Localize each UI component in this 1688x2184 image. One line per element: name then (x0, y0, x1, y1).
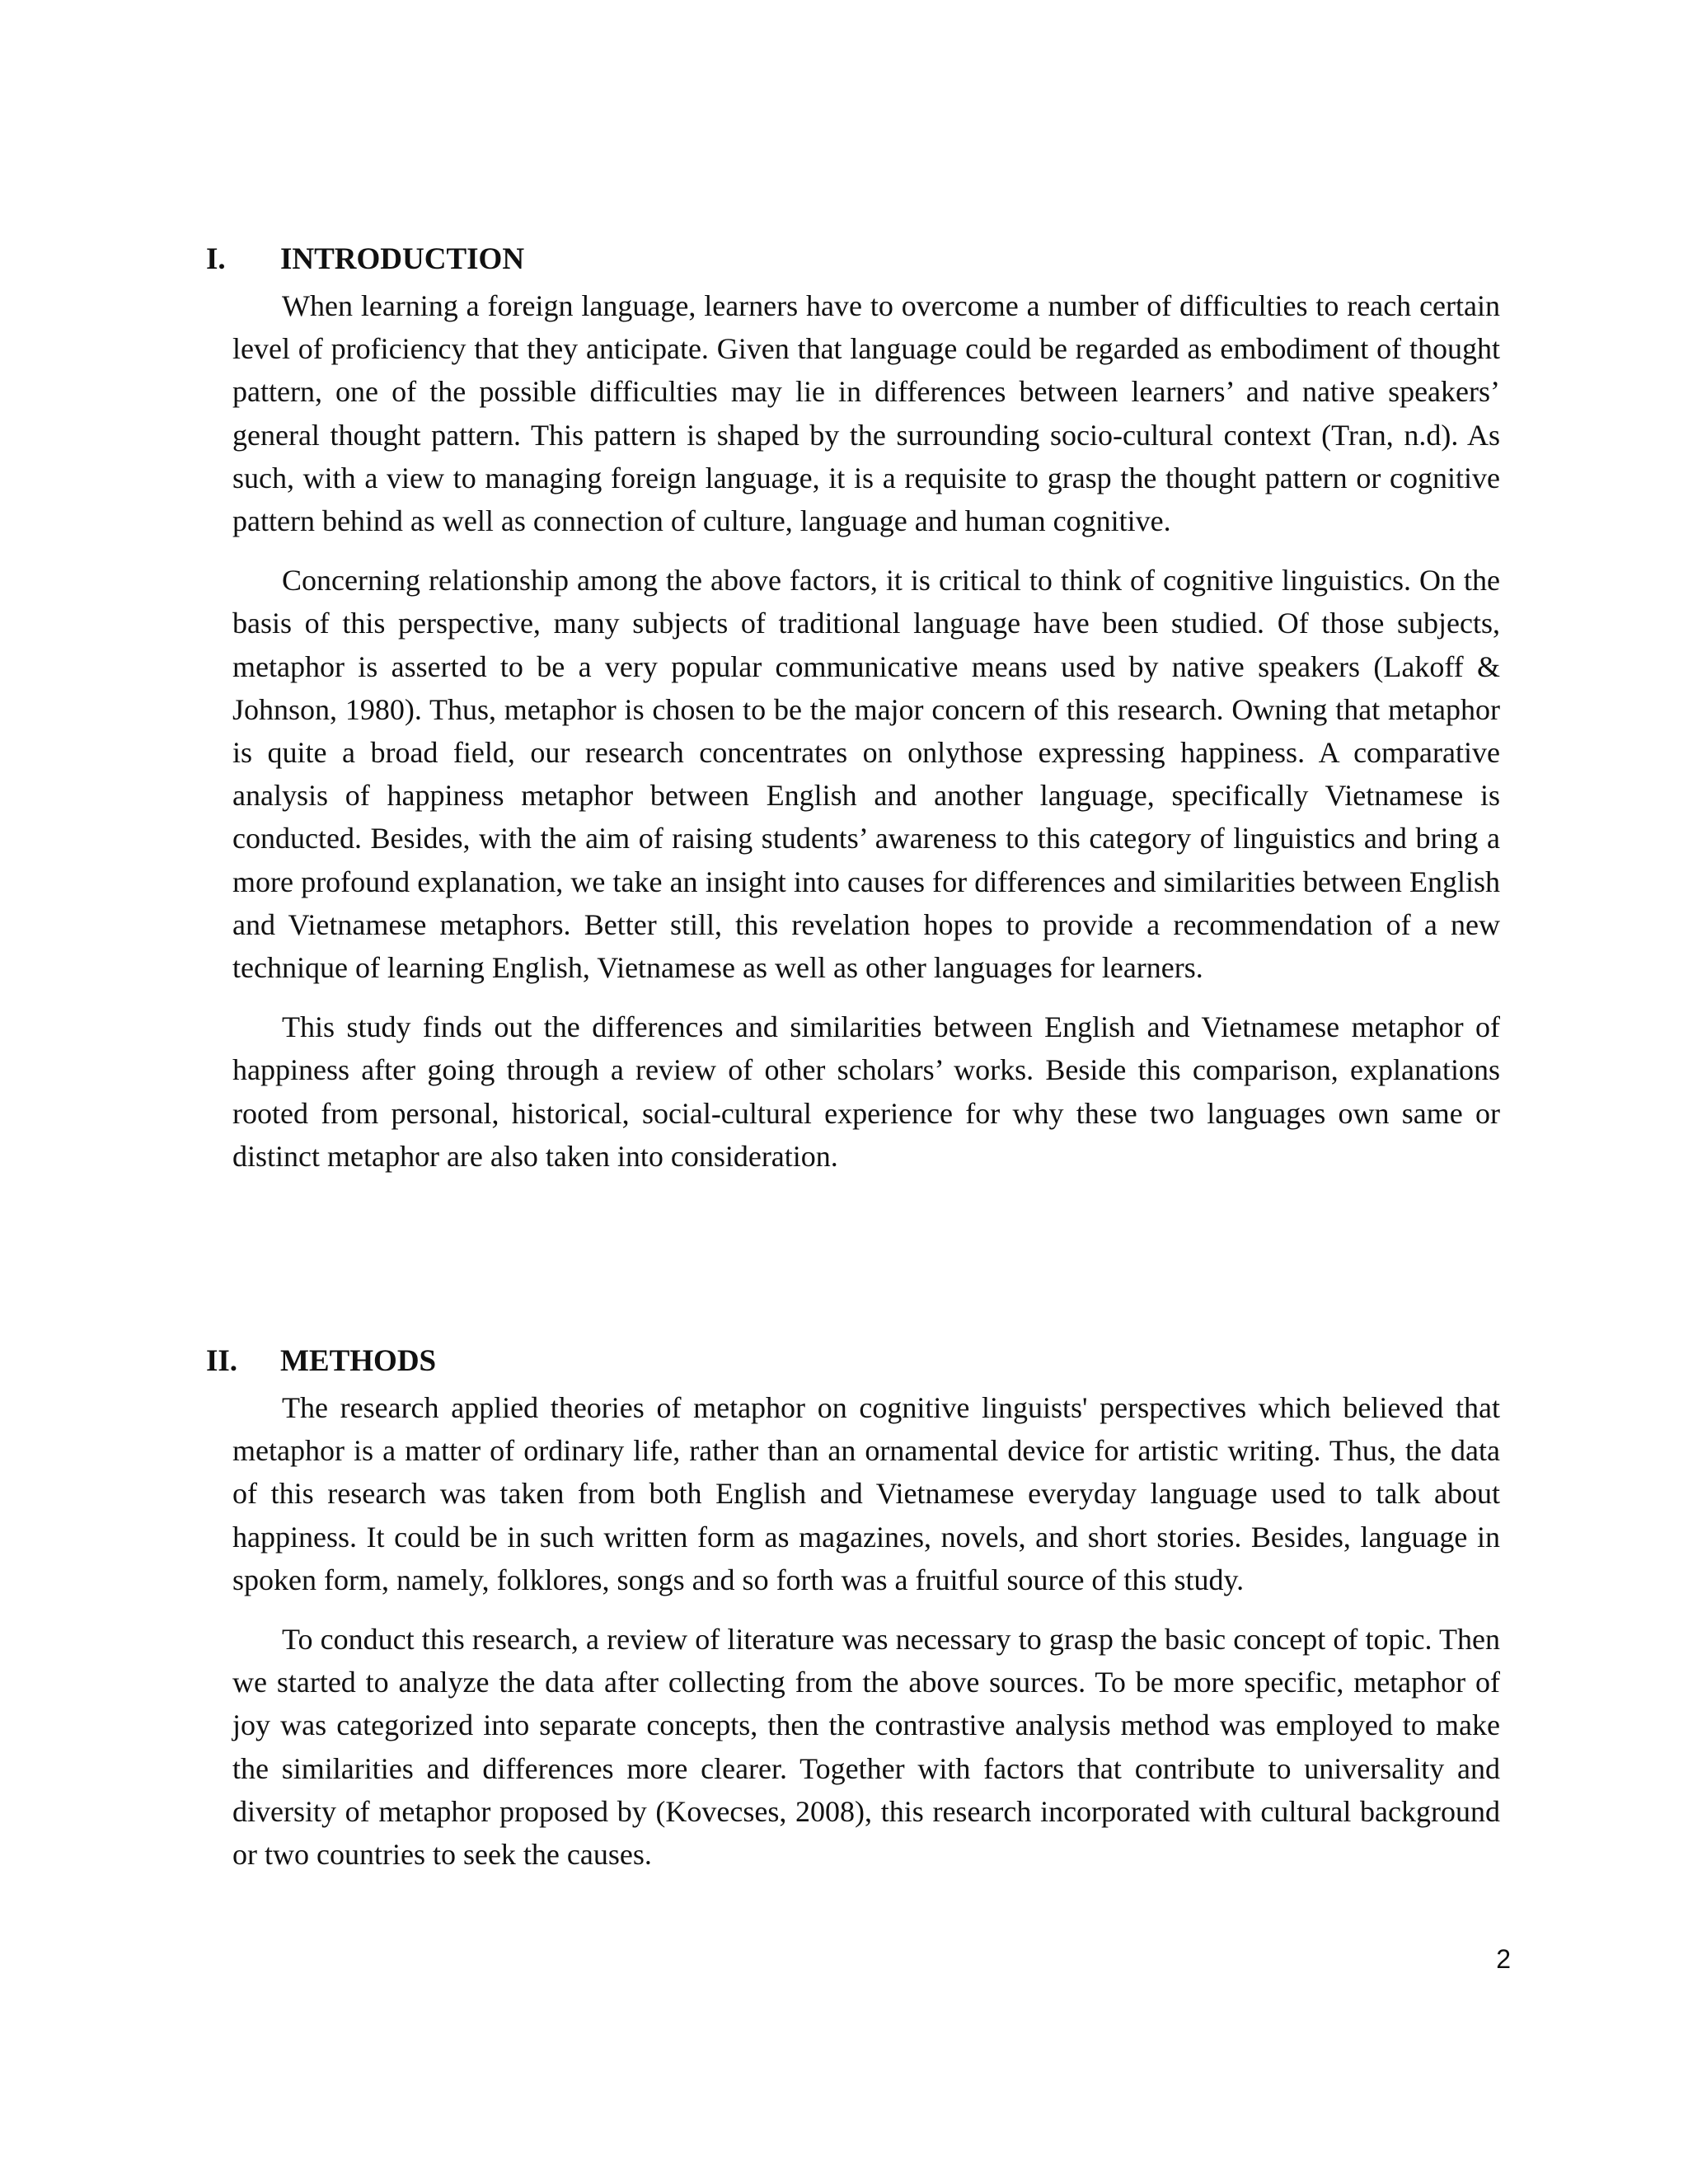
paragraph: Concerning relationship among the above factors, it is critical to think of cognitive linguistics. On the basis of this perspective, many subjects of traditional language have been studied. Of those subjects, metaphor is asserted to be a very popular communicative means used by native speakers (Lakoff & Johnson, 1980). Thus, metaphor is chosen to be the major concern of this research. Owning that metaphor is quite a broad field, our research concentrates on onlythose expressing happiness. A comparative analysis of happiness metaphor between English and another language, specifically Vietnamese is conducted. Besides, with the aim of raising students’ awareness to this category of linguistics and bring a more profound explanation, we take an insight into causes for differences and similarities between English and Vietnamese metaphors. Better still, this revelation hopes to provide a recommendation of a new technique of learning English, Vietnamese as well as other languages for learners. (232, 564, 1500, 985)
section-number: I. (206, 242, 226, 276)
section-title: INTRODUCTION (280, 242, 525, 276)
section-heading (206, 1337, 1500, 1386)
section-heading (206, 235, 1500, 284)
paragraph: The research applied theories of metaphor on cognitive linguists' perspectives which believed that metaphor is a matter of ordinary life, rather than an ornamental device for artistic writing. Thus, the data of this research was taken from both English and Vietnamese everyday language used to talk about happiness. It could be in such written form as magazines, novels, and short stories. Besides, language in spoken form, namely, folklores, songs and so forth was a fruitful source of this study. (232, 1391, 1500, 1596)
section-title: METHODS (280, 1344, 437, 1378)
section-number: II. (206, 1344, 238, 1378)
section-introduction (206, 235, 1500, 1194)
page-number: 2 (1496, 1944, 1511, 1974)
paragraph: When learning a foreign language, learners have to overcome a number of difficulties to reach certain level of proficiency that they anticipate. Given that language could be regarded as embodiment of thought pattern, one of the possible difficulties may lie in differences between learners’ and native speakers’ general thought pattern. This pattern is shaped by the surrounding socio-cultural context (Tran, n.d). As such, with a view to managing foreign language, it is a requisite to grasp the thought pattern or cognitive pattern behind as well as connection of culture, language and human cognitive. (232, 289, 1500, 538)
section-methods (206, 1337, 1500, 1892)
paragraph: To conduct this research, a review of literature was necessary to grasp the basic concept of topic. Then we started to analyze the data after collecting from the above sources. To be more specific, metaphor of joy was categorized into separate concepts, then the contrastive analysis method was employed to make the similarities and differences more clearer. Together with factors that contribute to universality and diversity of metaphor proposed by (Kovecses, 2008), this research incorporated with cultural background or two countries to seek the causes. (232, 1623, 1500, 1872)
paragraph: This study finds out the differences and similarities between English and Vietnamese metaphor of happiness after going through a review of other scholars’ works. Beside this comparison, explanations rooted from personal, historical, social-cultural experience for why these two languages own same or distinct metaphor are also taken into consideration. (232, 1010, 1500, 1173)
